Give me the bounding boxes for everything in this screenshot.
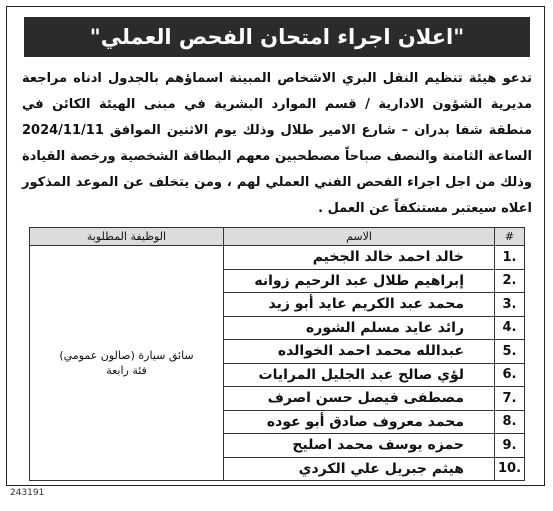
- row-name: مصطفى فيصل حسن اصرف: [224, 387, 495, 411]
- row-number: 8.: [495, 410, 525, 434]
- row-name: خالد احمد خالد الجخيم: [224, 246, 495, 270]
- row-name: عبدالله محمد احمد الخوالده: [224, 340, 495, 364]
- header-number: #: [495, 228, 525, 246]
- row-number: 3.: [495, 293, 525, 317]
- row-name: محمد عبد الكريم عايد أبو زيد: [224, 293, 495, 317]
- job-class: فئة رابعة: [106, 364, 147, 377]
- ad-code: 243191: [10, 488, 45, 498]
- row-number: 4.: [495, 316, 525, 340]
- row-number: 6.: [495, 363, 525, 387]
- row-name: هيثم جبريل علي الكردي: [224, 457, 495, 481]
- announcement-body: تدعو هيئة تنظيم النقل البري الاشخاص المبينة اسماؤهم بالجدول ادناه مراجعة مديرية الشؤون الادارية / قسم الموارد البشرية في مبنى الهيئة الكائن في منطقة شفا بدران – شارع الامير طلال وذلك يوم الاثنين الموافق 2024/11/11 الساعة الثامنة والنصف صباحاً مصطحبين معهم البطاقة الشخصية ورخصة القيادة وذلك من اجل اجراء الفحص الفني العملي لهم ، ومن يتخلف عن الموعد المذكور اعلاه سيعتبر مستنكفاً عن العمل .: [22, 71, 532, 216]
- header-job: الوظيفة المطلوبة: [30, 228, 224, 246]
- row-name: إبراهيم طلال عبد الرحيم زوانه: [224, 269, 495, 293]
- row-number: 10.: [495, 457, 525, 481]
- row-name: رائد عايد مسلم الشوره: [224, 316, 495, 340]
- row-number: 7.: [495, 387, 525, 411]
- header-name: الاسم: [224, 228, 495, 246]
- table-row: [30, 246, 525, 270]
- row-name: لؤي صالح عبد الجليل المرايات: [224, 363, 495, 387]
- row-name: محمد معروف صادق أبو عوده: [224, 410, 495, 434]
- row-number: 9.: [495, 434, 525, 458]
- job-cell: [30, 246, 224, 481]
- row-name: حمزه يوسف محمد اصليح: [224, 434, 495, 458]
- announcement-title: "اعلان اجراء امتحان الفحص العملي": [24, 17, 530, 57]
- job-title: سائق سيارة (صالون عمومي): [59, 349, 194, 362]
- row-number: 5.: [495, 340, 525, 364]
- row-number: 1.: [495, 246, 525, 270]
- candidates-table: [29, 227, 525, 481]
- table-header-row: [30, 228, 525, 246]
- row-number: 2.: [495, 269, 525, 293]
